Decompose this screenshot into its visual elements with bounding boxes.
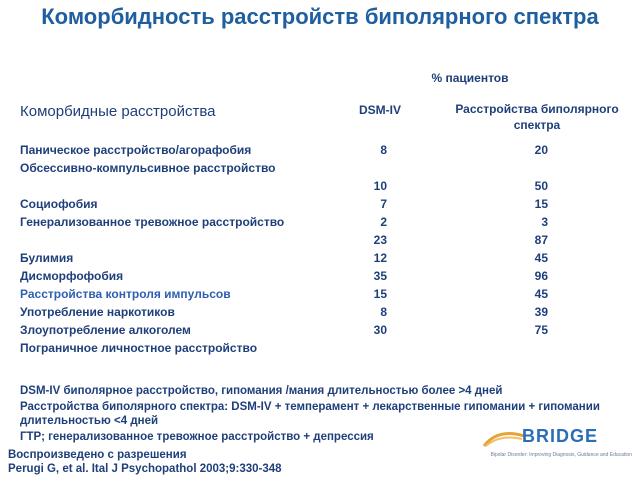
table-row — [0, 159, 640, 195]
bipolar-value: 20 — [534, 143, 548, 157]
bipolar-value: 45 — [534, 287, 548, 301]
table-row — [0, 195, 640, 213]
footnote-gad: ГТР; генерализованное тревожное расстройство + депрессия — [20, 431, 374, 443]
comorbidity-table — [0, 141, 640, 355]
dsm-value: 8 — [380, 143, 387, 157]
dsm-value: 12 — [373, 251, 387, 265]
row-label: Расстройства контроля импульсов — [20, 287, 231, 301]
dsm-value: 15 — [373, 287, 387, 301]
dsm-value: 7 — [380, 197, 387, 211]
bipolar-value: 15 — [534, 197, 548, 211]
row-label: Паническое расстройство/агорафобия — [20, 143, 252, 157]
row-label: Обсессивно-компульсивное расстройство — [20, 161, 276, 175]
bipolar-value: 45 — [534, 251, 548, 265]
reproduced-with-permission: Воспроизведено с разрешения — [8, 449, 187, 461]
dsm-value: 30 — [373, 323, 387, 337]
logo-text: BRIDGE — [522, 426, 599, 446]
row-label: Булимия — [20, 251, 74, 265]
bridge-swoosh-icon — [482, 426, 526, 448]
footnote-bipolar-spectrum: Расстройства биполярного спектра: DSM-IV + темперамент + лекарственные гипомании + гипомании длительностью <4 дней — [20, 401, 600, 427]
reference: Perugi G, et al. Ital J Psychopathol 2003;9:330-348 — [8, 463, 282, 475]
dsm-value: 8 — [380, 305, 387, 319]
bipolar-value: 96 — [534, 269, 548, 283]
table-row — [0, 321, 640, 355]
column-header-bipolar-spectrum: Расстройства биполярного спектра — [455, 102, 619, 132]
row-label: Социофобия — [20, 197, 98, 211]
column-header-dsm-iv: DSM-IV — [359, 103, 401, 117]
group-header-percent-patients: % пациентов — [431, 71, 509, 85]
dsm-value: 23 — [373, 233, 387, 247]
table-row — [0, 141, 640, 159]
row-label: Пограничное личностное расстройство — [20, 341, 258, 355]
bipolar-value: 39 — [534, 305, 548, 319]
row-label: Генерализованное тревожное расстройство — [20, 215, 285, 229]
logo-tagline: Bipolar Disorder: Improving Diagnosis, Guidance and Education — [490, 452, 632, 458]
bipolar-value: 50 — [534, 179, 548, 193]
dsm-value: 35 — [373, 269, 387, 283]
bipolar-value: 3 — [541, 215, 548, 229]
dsm-value: 2 — [380, 215, 387, 229]
bipolar-value: 75 — [534, 323, 548, 337]
bridge-logo — [482, 422, 632, 462]
bipolar-value: 87 — [534, 233, 548, 247]
row-label: Дисморфофобия — [20, 269, 124, 283]
footnote-dsm: DSM-IV биполярное расстройство, гипомания /мания длительностью более >4 дней — [20, 385, 503, 397]
row-label: Злоупотребление алкоголем — [20, 323, 191, 337]
row-label: Употребление наркотиков — [20, 305, 175, 319]
dsm-value: 10 — [373, 179, 387, 193]
source-citation — [8, 448, 282, 476]
page-title: Коморбидность расстройств биполярного спектра — [41, 4, 599, 29]
column-header-disorders: Коморбидные расстройства — [20, 103, 216, 120]
